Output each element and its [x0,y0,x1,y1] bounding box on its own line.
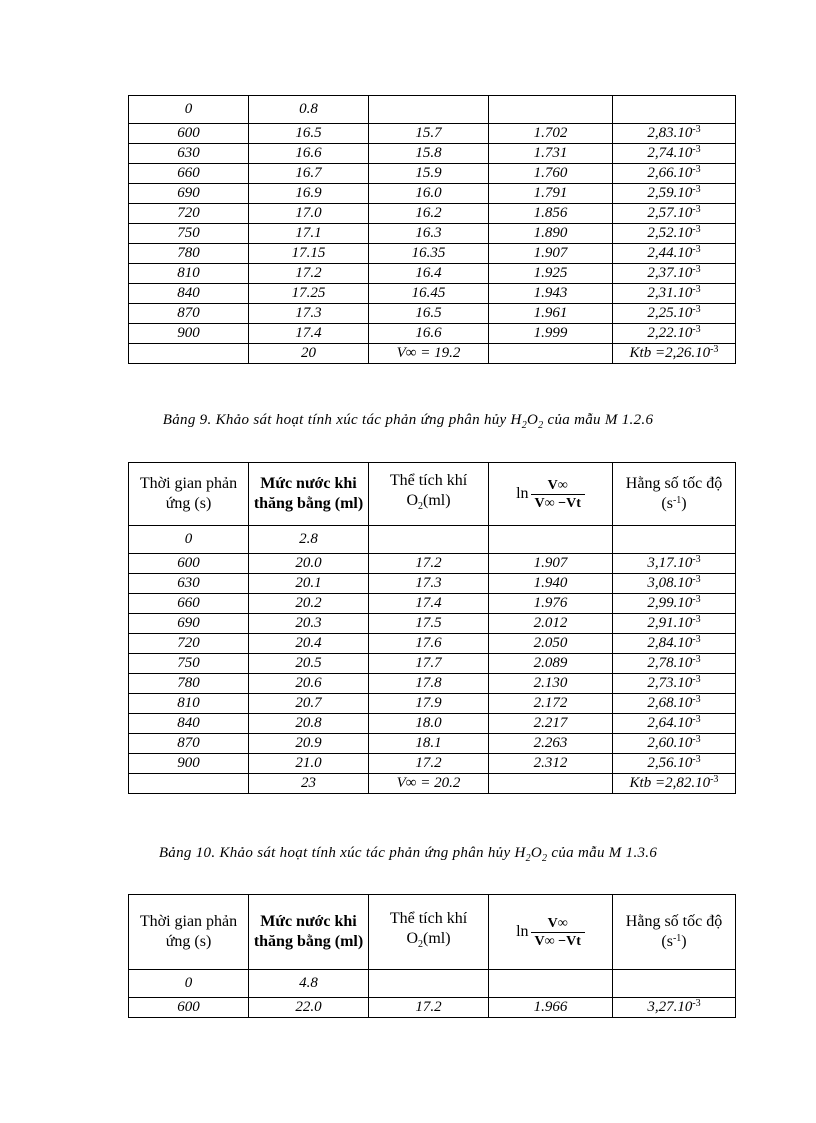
table-cell: $2,52.10^{-3}$ [613,224,736,244]
table-cell: 0 [129,970,249,998]
table-cell: 1.731 [489,144,613,164]
table-cell: 17.6 [369,634,489,654]
table-cell: 0.8 [249,96,369,124]
table-cell: 18.1 [369,734,489,754]
table-cell: $3,17.10^{-3}$ [613,554,736,574]
header-gas-volume: Thể tích khí $O_2(ml)$ [369,895,489,970]
table-row [129,184,736,204]
table-cell: 4.8 [249,970,369,998]
header-rate-constant: Hằng số tốc độ $(s^{-1})$ [613,895,736,970]
table-cell: Ktb $=2,82.10^{-3}$ [613,774,736,794]
table-cell: 20.8 [249,714,369,734]
table-cell: 2.050 [489,634,613,654]
table-cell: $2,59.10^{-3}$ [613,184,736,204]
table-cell: 660 [129,594,249,614]
table-cell: 16.6 [249,144,369,164]
table-cell: 720 [129,204,249,224]
header-water-level: Mức nước khi thăng bằng (ml) [249,895,369,970]
table-cell: 20.4 [249,634,369,654]
table-cell: 17.2 [369,998,489,1018]
table-row-initial [129,526,736,554]
table-row [129,754,736,774]
data-table-continued [128,95,736,364]
table-cell: 16.4 [369,264,489,284]
table-cell: 17.9 [369,694,489,714]
table-cell: 21.0 [249,754,369,774]
table-cell [489,526,613,554]
table-cell: 1.890 [489,224,613,244]
table-cell: 15.9 [369,164,489,184]
table-row [129,304,736,324]
table-cell: 20.3 [249,614,369,634]
table-cell: 600 [129,124,249,144]
table-row [129,204,736,224]
table-cell: 17.2 [369,754,489,774]
table-cell: 17.4 [369,594,489,614]
table-cell: 20.2 [249,594,369,614]
table-cell: 660 [129,164,249,184]
table-cell: 600 [129,998,249,1018]
table-cell: 690 [129,184,249,204]
table-row [129,244,736,264]
table-cell: 780 [129,244,249,264]
table-cell: 630 [129,144,249,164]
table-cell: 2.012 [489,614,613,634]
table-cell: 1.976 [489,594,613,614]
table-cell: 16.9 [249,184,369,204]
table-cell [369,96,489,124]
table-cell: $3,27.10^{-3}$ [613,998,736,1018]
table-cell: $2,73.10^{-3}$ [613,674,736,694]
table-cell: 2.130 [489,674,613,694]
table-cell: $2,22.10^{-3}$ [613,324,736,344]
header-time: Thời gian phản ứng (s) [129,463,249,526]
table-row [129,264,736,284]
table-cell: 1.760 [489,164,613,184]
table-cell: 16.2 [369,204,489,224]
table-cell: $2,31.10^{-3}$ [613,284,736,304]
header-ln-ratio: ln $\frac{V\infty}{V\infty -Vt}$ [489,895,613,970]
table-row [129,694,736,714]
table-cell: 15.7 [369,124,489,144]
table-cell: $2,56.10^{-3}$ [613,754,736,774]
table-cell: $2,57.10^{-3}$ [613,204,736,224]
table-cell: 17.15 [249,244,369,264]
table-cell: 2.089 [489,654,613,674]
table-9-caption: Bảng 9. Khảo sát hoạt tính xúc tác phản ứng phân hủy $H_2O_2$ của mẫu M 1.2.6 [162,412,654,431]
table-row-initial [129,96,736,124]
table-cell [129,774,249,794]
table-cell [489,344,613,364]
table-cell: 16.35 [369,244,489,264]
table-cell: 16.45 [369,284,489,304]
table-cell: 2.8 [249,526,369,554]
table-row [129,614,736,634]
table-cell: 2.217 [489,714,613,734]
table-row [129,714,736,734]
table-row [129,998,736,1018]
table-cell [489,774,613,794]
table-row [129,594,736,614]
table-cell [369,970,489,998]
table-cell: 900 [129,754,249,774]
table-cell: 1.907 [489,554,613,574]
table-cell: 750 [129,224,249,244]
table-cell: 0 [129,96,249,124]
table-cell: 20.6 [249,674,369,694]
table-cell: $2,84.10^{-3}$ [613,634,736,654]
table-cell [613,526,736,554]
table-cell [369,526,489,554]
table-cell: $2,44.10^{-3}$ [613,244,736,264]
header-water-level: Mức nước khi thăng bằng (ml) [249,463,369,526]
table-cell: 17.2 [369,554,489,574]
table-row [129,164,736,184]
table-cell: 2.263 [489,734,613,754]
table-row-initial [129,970,736,998]
table-cell: 1.907 [489,244,613,264]
table-cell: 17.2 [249,264,369,284]
table-cell: 23 [249,774,369,794]
table-cell: 870 [129,734,249,754]
table-cell: 750 [129,654,249,674]
table-row [129,124,736,144]
table-cell: 22.0 [249,998,369,1018]
table-cell: 780 [129,674,249,694]
table-cell: 17.25 [249,284,369,304]
table-cell: 1.966 [489,998,613,1018]
table-cell: 600 [129,554,249,574]
table-cell: 16.3 [369,224,489,244]
table-cell [613,970,736,998]
table-cell: 17.3 [369,574,489,594]
table-row [129,734,736,754]
table-cell: 18.0 [369,714,489,734]
table-row [129,634,736,654]
table-10 [128,894,736,1018]
table-row [129,654,736,674]
table-cell: $2,78.10^{-3}$ [613,654,736,674]
table-cell: 16.5 [369,304,489,324]
table-cell: V∞ = 19.2 [369,344,489,364]
table-cell: $2,68.10^{-3}$ [613,694,736,714]
table-cell: $2,66.10^{-3}$ [613,164,736,184]
table-row [129,554,736,574]
table-row-summary [129,344,736,364]
table-cell: $3,08.10^{-3}$ [613,574,736,594]
table-cell: 16.6 [369,324,489,344]
table-cell [489,970,613,998]
header-rate-constant: Hằng số tốc độ $(s^{-1})$ [613,463,736,526]
table-cell: 20.0 [249,554,369,574]
table-cell: $2,83.10^{-3}$ [613,124,736,144]
table-cell: 1.940 [489,574,613,594]
table-cell: $2,25.10^{-3}$ [613,304,736,324]
table-cell: 840 [129,284,249,304]
table-cell: $2,99.10^{-3}$ [613,594,736,614]
table-row-summary [129,774,736,794]
table-cell: 20.7 [249,694,369,714]
table-cell: 17.7 [369,654,489,674]
table-cell: 870 [129,304,249,324]
table-cell [613,96,736,124]
table-cell: 2.172 [489,694,613,714]
table-cell: 1.791 [489,184,613,204]
table-row [129,284,736,304]
table-cell: 1.999 [489,324,613,344]
table-cell: 16.5 [249,124,369,144]
table-cell: $2,74.10^{-3}$ [613,144,736,164]
table-cell: $2,64.10^{-3}$ [613,714,736,734]
table-cell: 0 [129,526,249,554]
table-cell: 17.3 [249,304,369,324]
table-10-caption: Bảng 10. Khảo sát hoạt tính xúc tác phản ứng phân hủy $H_2O_2$ của mẫu M 1.3.6 [158,845,658,864]
table-cell: 1.943 [489,284,613,304]
header-ln-ratio: ln $\frac{V\infty}{V\infty -Vt}$ [489,463,613,526]
table-cell: 17.0 [249,204,369,224]
table-cell: 20.1 [249,574,369,594]
table-row [129,674,736,694]
table-cell: 900 [129,324,249,344]
table-cell: $2,37.10^{-3}$ [613,264,736,284]
table-cell: $2,60.10^{-3}$ [613,734,736,754]
table-cell: 16.7 [249,164,369,184]
table-cell: 15.8 [369,144,489,164]
table-cell: 17.8 [369,674,489,694]
table-cell: 810 [129,694,249,714]
table-cell: 1.961 [489,304,613,324]
table-cell: 17.5 [369,614,489,634]
table-cell: V∞ = 20.2 [369,774,489,794]
table-row [129,574,736,594]
table-cell: 1.702 [489,124,613,144]
table-cell: 2.312 [489,754,613,774]
table-row [129,224,736,244]
table-cell: 720 [129,634,249,654]
table-cell: 20.5 [249,654,369,674]
table-cell: 20.9 [249,734,369,754]
table-cell: 630 [129,574,249,594]
header-time: Thời gian phản ứng (s) [129,895,249,970]
table-cell: $2,91.10^{-3}$ [613,614,736,634]
table-row [129,324,736,344]
table-row [129,144,736,164]
table-cell: 17.1 [249,224,369,244]
table-cell: 1.925 [489,264,613,284]
table-cell: 690 [129,614,249,634]
table-cell: 840 [129,714,249,734]
table-cell: 810 [129,264,249,284]
table-cell: 20 [249,344,369,364]
table-cell [129,344,249,364]
table-cell: 16.0 [369,184,489,204]
header-gas-volume: Thể tích khí $O_2(ml)$ [369,463,489,526]
table-cell: Ktb $=2,26.10^{-3}$ [613,344,736,364]
table-cell: 1.856 [489,204,613,224]
table-9 [128,462,736,794]
table-cell: 17.4 [249,324,369,344]
table-cell [489,96,613,124]
